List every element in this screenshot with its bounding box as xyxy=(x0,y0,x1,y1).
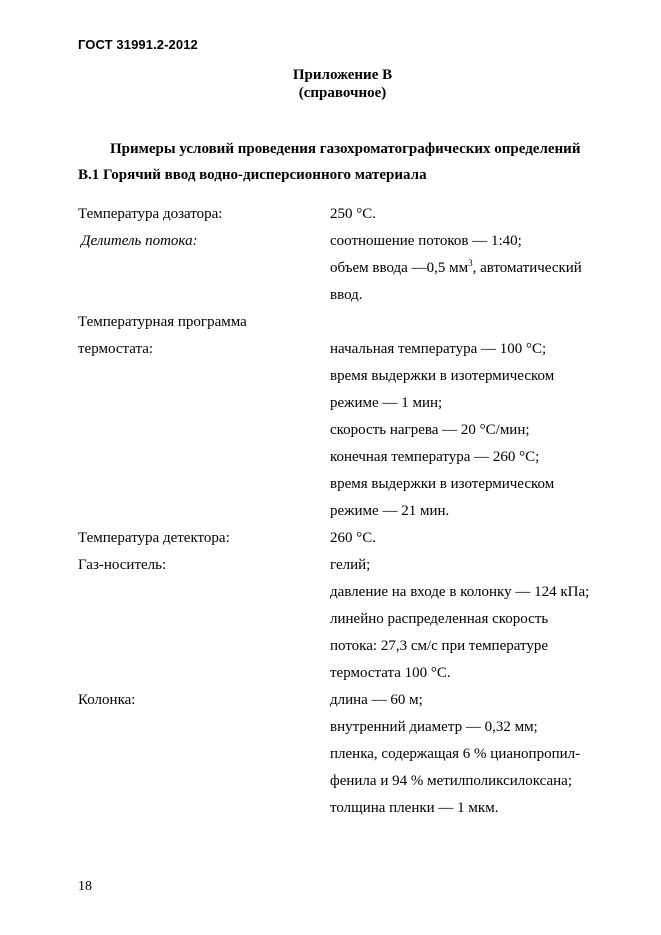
carrier-gas-label: Газ-носитель: xyxy=(78,557,167,573)
flow-divider-label: Делитель потока: xyxy=(81,233,198,249)
carrier-gas-value-5: термостата 100 °С. xyxy=(330,665,451,681)
subsection-heading: В.1 Горячий ввод водно-дисперсионного материала xyxy=(78,167,427,183)
thermostat-program-label-1: Температурная программа xyxy=(78,314,247,330)
section-heading: Примеры условий проведения газохроматографических определений xyxy=(110,141,581,157)
thermostat-program-value-1: начальная температура — 100 °С; xyxy=(330,341,547,357)
column-value-3: пленка, содержащая 6 % цианопропил- xyxy=(330,746,581,762)
thermostat-program-value-7: режиме — 21 мин. xyxy=(330,503,450,519)
dosator-temp-label: Температура дозатора: xyxy=(78,206,223,222)
thermostat-program-value-5: конечная температура — 260 °С; xyxy=(330,449,540,465)
appendix-title: Приложение В xyxy=(292,67,393,83)
flow-divider-value-2 xyxy=(330,259,582,277)
flow-divider-value-3: ввод. xyxy=(330,287,363,303)
dosator-temp-value: 250 °С. xyxy=(330,206,377,222)
thermostat-program-value-3: режиме — 1 мин; xyxy=(330,395,443,411)
thermostat-program-value-4: скорость нагрева — 20 °С/мин; xyxy=(330,422,530,438)
flow-divider-value-2-sup: 3 xyxy=(468,258,473,268)
page-number: 18 xyxy=(78,879,92,894)
carrier-gas-value-4: потока: 27,3 см/с при температуре xyxy=(330,638,549,654)
thermostat-program-value-6: время выдержки в изотермическом xyxy=(330,476,555,492)
appendix-subtitle: (справочное) xyxy=(298,85,387,101)
detector-temp-value: 260 °С. xyxy=(330,530,377,546)
standard-code: ГОСТ 31991.2-2012 xyxy=(78,37,198,52)
column-value-4: фенила и 94 % метилполиксилоксана; xyxy=(330,773,573,789)
detector-temp-label: Температура детектора: xyxy=(78,530,230,546)
carrier-gas-value-3: линейно распределенная скорость xyxy=(330,611,549,627)
flow-divider-value-2-pre: объем ввода —0,5 мм xyxy=(330,260,469,276)
column-label: Колонка: xyxy=(78,692,136,708)
thermostat-program-label-2: термостата: xyxy=(78,341,154,357)
column-value-1: длина — 60 м; xyxy=(330,692,423,708)
column-value-5: толщина пленки — 1 мкм. xyxy=(330,800,499,816)
carrier-gas-value-2: давление на входе в колонку — 124 кПа; xyxy=(330,584,590,600)
flow-divider-value-1: соотношение потоков — 1:40; xyxy=(330,233,522,249)
column-value-2: внутренний диаметр — 0,32 мм; xyxy=(330,719,538,735)
thermostat-program-value-2: время выдержки в изотермическом xyxy=(330,368,555,384)
carrier-gas-value-1: гелий; xyxy=(330,557,371,573)
flow-divider-value-2-post: , автоматический xyxy=(472,260,582,276)
